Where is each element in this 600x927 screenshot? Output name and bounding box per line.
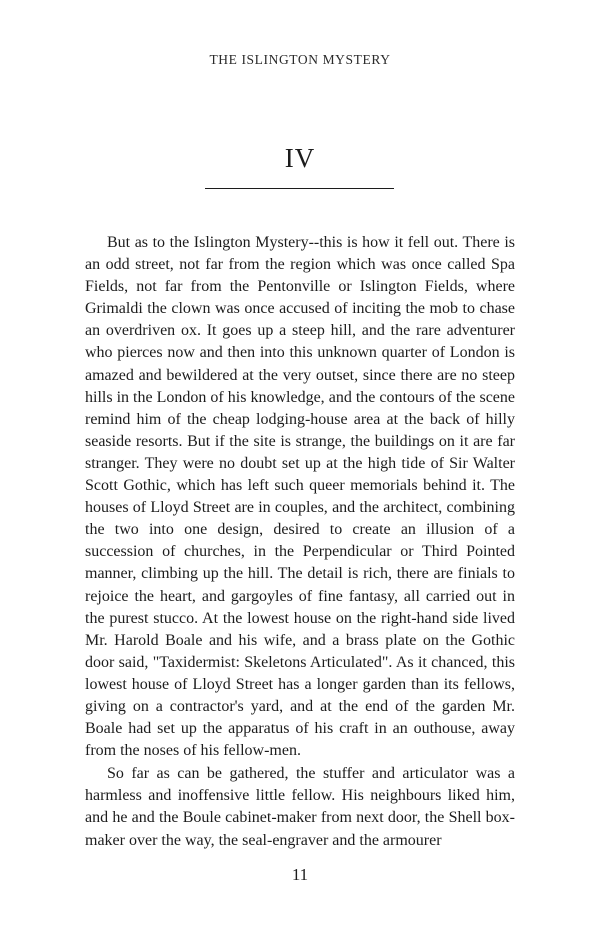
chapter-divider-rule xyxy=(205,188,394,189)
paragraph-1: But as to the Islington Mystery--this is how it fell out. There is an odd street, not far from the region which was once called Spa Fields, not far from the Pentonville or Islington Fields, where Grimaldi the clown was once accused of inciting the mob to chase an overdriven ox. It goes up a steep hill, and the rare adventurer who pierces now and then into this unknown quarter of London is amazed and bewildered at the very outset, since there are no steep hills in the London of his knowledge, and the contours of the scene remind him of the cheap lodging-house area at the back of hilly seaside resorts. But if the site is strange, the buildings on it are far stranger. They were no doubt set up at the high tide of Sir Walter Scott Gothic, which has left such queer memorials behind it. The houses of Lloyd Street are in couples, and the architect, combining the two into one design, desired to create an illusion of a succession of churches, in the Perpendicular or Third Pointed manner, climbing up the hill. The detail is rich, there are finials to rejoice the heart, and gargoyles of fine fantasy, all carried out in the purest stucco. At the lowest house on the right-hand side lived Mr. Harold Boale and his wife, and a brass plate on the Gothic door said, "Taxidermist: Skeletons Articulated". As it chanced, this lowest house of Lloyd Street has a longer garden than its fellows, giving on a contractor's yard, and at the end of the garden Mr. Boale had set up the apparatus of his craft in an outhouse, away from the noses of his fellow-men. xyxy=(85,234,515,760)
body-text xyxy=(85,232,515,852)
page-number: 11 xyxy=(291,865,309,884)
running-head: THE ISLINGTON MYSTERY xyxy=(209,52,391,67)
chapter-number: IV xyxy=(284,143,316,173)
paragraph-2: So far as can be gathered, the stuffer and articulator was a harmless and inoffensive little fellow. His neighbours liked him, and he and the Boule cabinet-maker from next door, the Shell box-maker over the way, the seal-engraver and the armourer xyxy=(85,765,515,849)
